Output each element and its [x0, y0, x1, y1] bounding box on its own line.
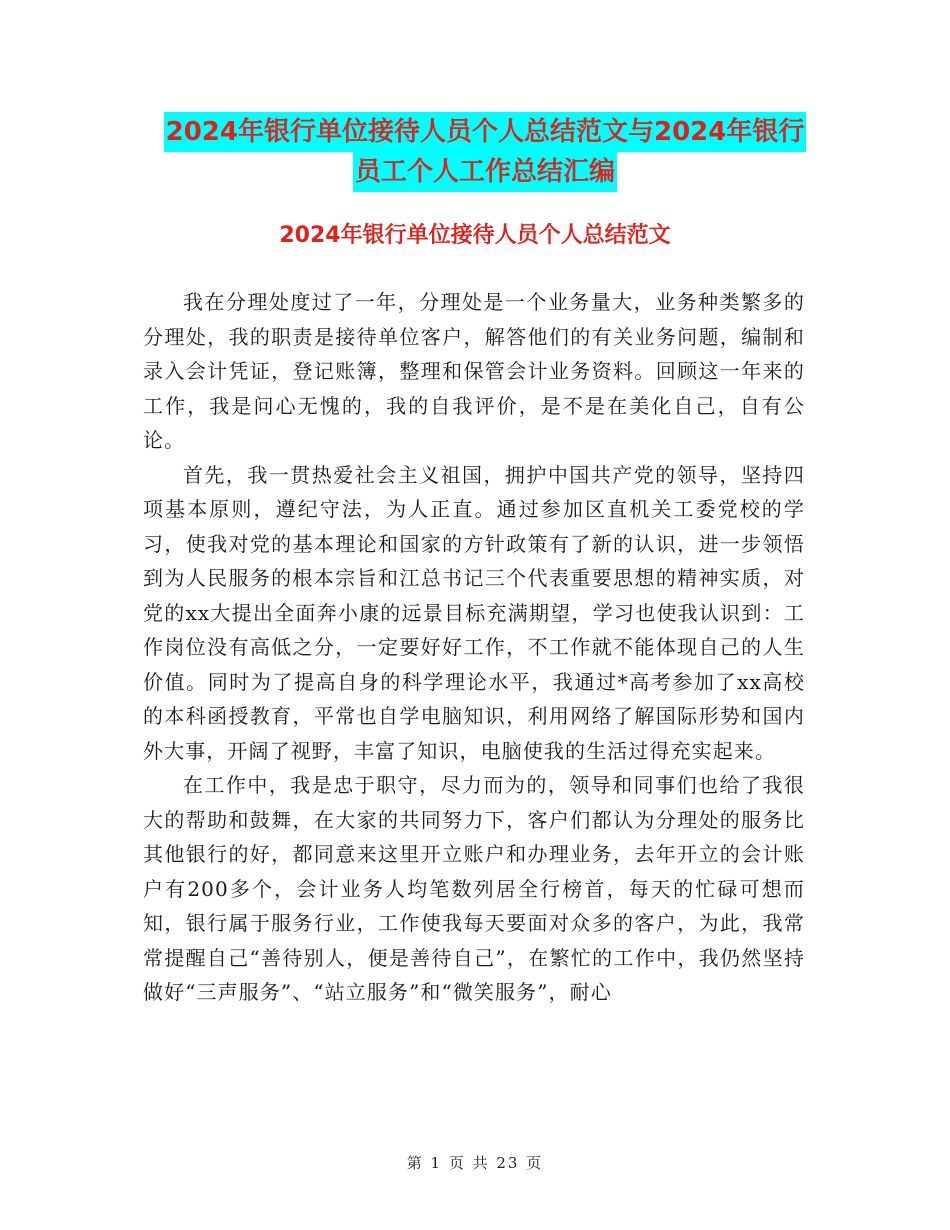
- section-heading: 2024年银行单位接待人员个人总结范文: [279, 223, 671, 248]
- title-line-1: 2024年银行单位接待人员个人总结范文与2024年银行: [164, 112, 807, 152]
- document-title: [140, 112, 830, 192]
- document-body: [143, 285, 805, 1010]
- paragraph: 我在分理处度过了一年，分理处是一个业务量大，业务种类繁多的分理处，我的职责是接待单位客户，解答他们的有关业务问题，编制和录入会计凭证，登记账簿，整理和保管会计业务资料。回顾这一年来的工作，我是问心无愧的，我的自我评价，是不是在美化自己，自有公论。: [143, 290, 805, 452]
- title-line-2: 员工个人工作总结汇编: [353, 152, 617, 192]
- page-footer: 第 1 页 共 23 页: [406, 1154, 544, 1172]
- paragraph: 首先，我一贯热爱社会主义祖国，拥护中国共产党的领导，坚持四项基本原则，遵纪守法，为人正直。通过参加区直机关工委党校的学习，使我对党的基本理论和国家的方针政策有了新的认识，进一步领悟到为人民服务的根本宗旨和江总书记三个代表重要思想的精神实质，对党的xx大提出全面奔小康的远景目标充满期望，学习也使我认识到：工作岗位没有高低之分，一定要好好工作，不工作就不能体现自己的人生价值。同时为了提高自身的科学理论水平，我通过*高考参加了xx高校的本科函授教育，平常也自学电脑知识，利用网络了解国际形势和国内外大事，开阔了视野，丰富了知识，电脑使我的生活过得充实起来。: [143, 462, 805, 763]
- paragraph: 在工作中，我是忠于职守，尽力而为的，领导和同事们也给了我很大的帮助和鼓舞，在大家的共同努力下，客户们都认为分理处的服务比其他银行的好，都同意来这里开立账户和办理业务，去年开立的会计账户有200多个，会计业务人均笔数列居全行榜首，每天的忙碌可想而知，银行属于服务行业，工作使我每天要面对众多的客户，为此，我常常提醒自己“善待别人，便是善待自己”，在繁忙的工作中，我仍然坚持做好“三声服务”、“站立服务”和“微笑服务”，耐心: [143, 773, 805, 1004]
